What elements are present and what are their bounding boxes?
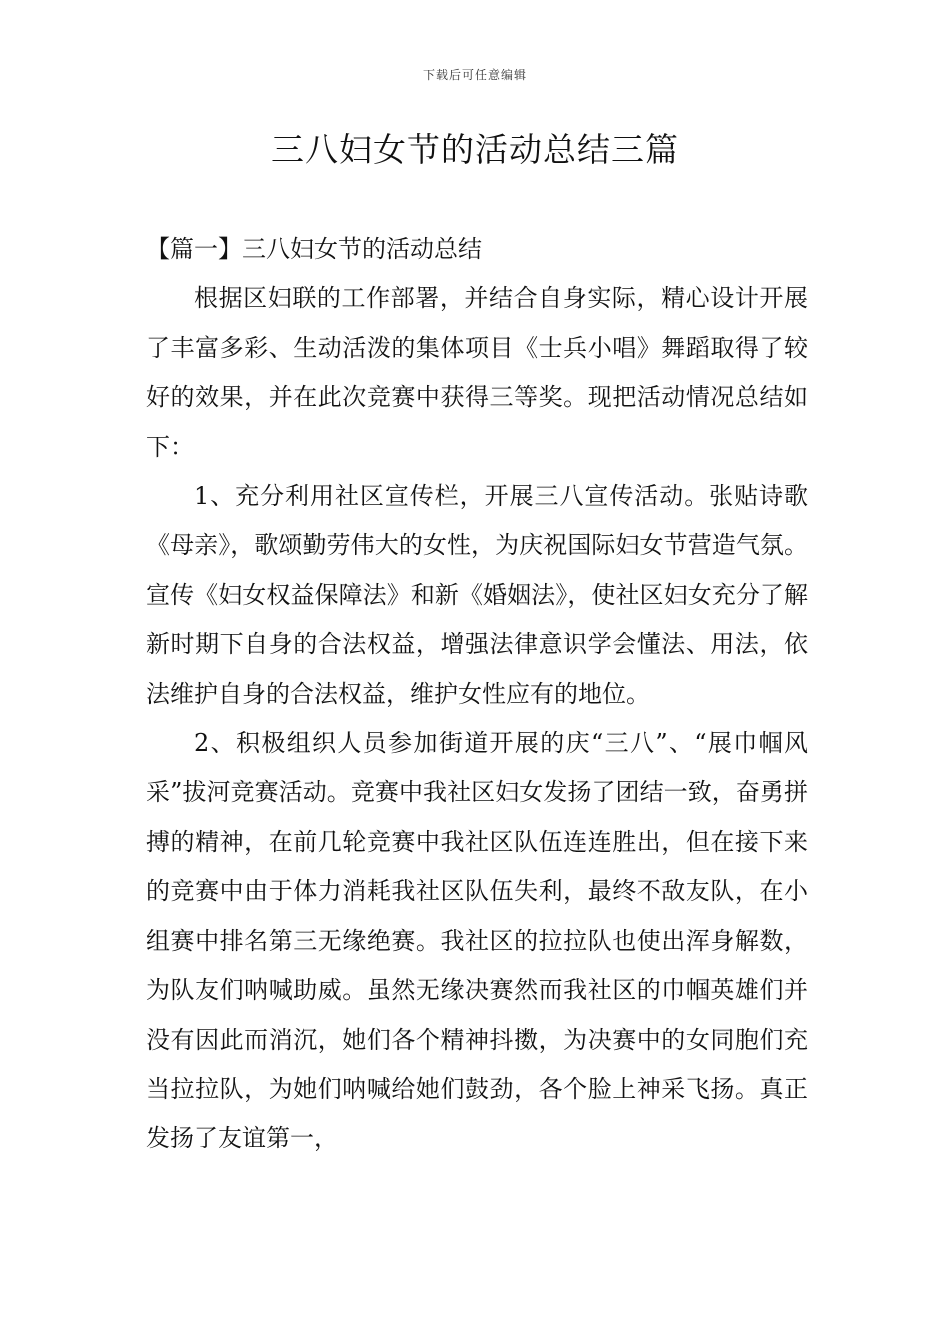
header-note: 下载后可任意编辑: [422, 68, 527, 82]
paragraph-item-1: 1、充分利用社区宣传栏，开展三八宣传活动。张贴诗歌《母亲》，歌颂勤劳伟大的女性，为庆祝国际妇女节营造气氛。宣传《妇女权益保障法》和新《婚姻法》，使社区妇女充分了解新时期下自身的合法权益，增强法律意识学会懂法、用法，依法维护自身的合法权益，维护女性应有的地位。: [146, 482, 808, 708]
document-body: [146, 225, 808, 1164]
document-title: 三八妇女节的活动总结三篇: [271, 130, 679, 169]
section-heading: 【篇一】三八妇女节的活动总结: [146, 235, 482, 263]
paragraph-item-2: 2、积极组织人员参加街道开展的庆“三八”、“展巾帼风采”拔河竞赛活动。竞赛中我社区妇女发扬了团结一致，奋勇拼搏的精神，在前几轮竞赛中我社区队伍连连胜出，但在接下来的竞赛中由于体力消耗我社区队伍失利，最终不敌友队，在小组赛中排名第三无缘绝赛。我社区的拉拉队也使出浑身解数，为队友们呐喊助威。虽然无缘决赛然而我社区的巾帼英雄们并没有因此而消沉，她们各个精神抖擞，为决赛中的女同胞们充当拉拉队，为她们呐喊给她们鼓劲，各个脸上神采飞扬。真正发扬了友谊第一，: [146, 729, 808, 1153]
paragraph-intro: 根据区妇联的工作部署，并结合自身实际，精心设计开展了丰富多彩、生动活泼的集体项目《士兵小唱》舞蹈取得了较好的效果，并在此次竞赛中获得三等奖。现把活动情况总结如下：: [146, 284, 808, 461]
